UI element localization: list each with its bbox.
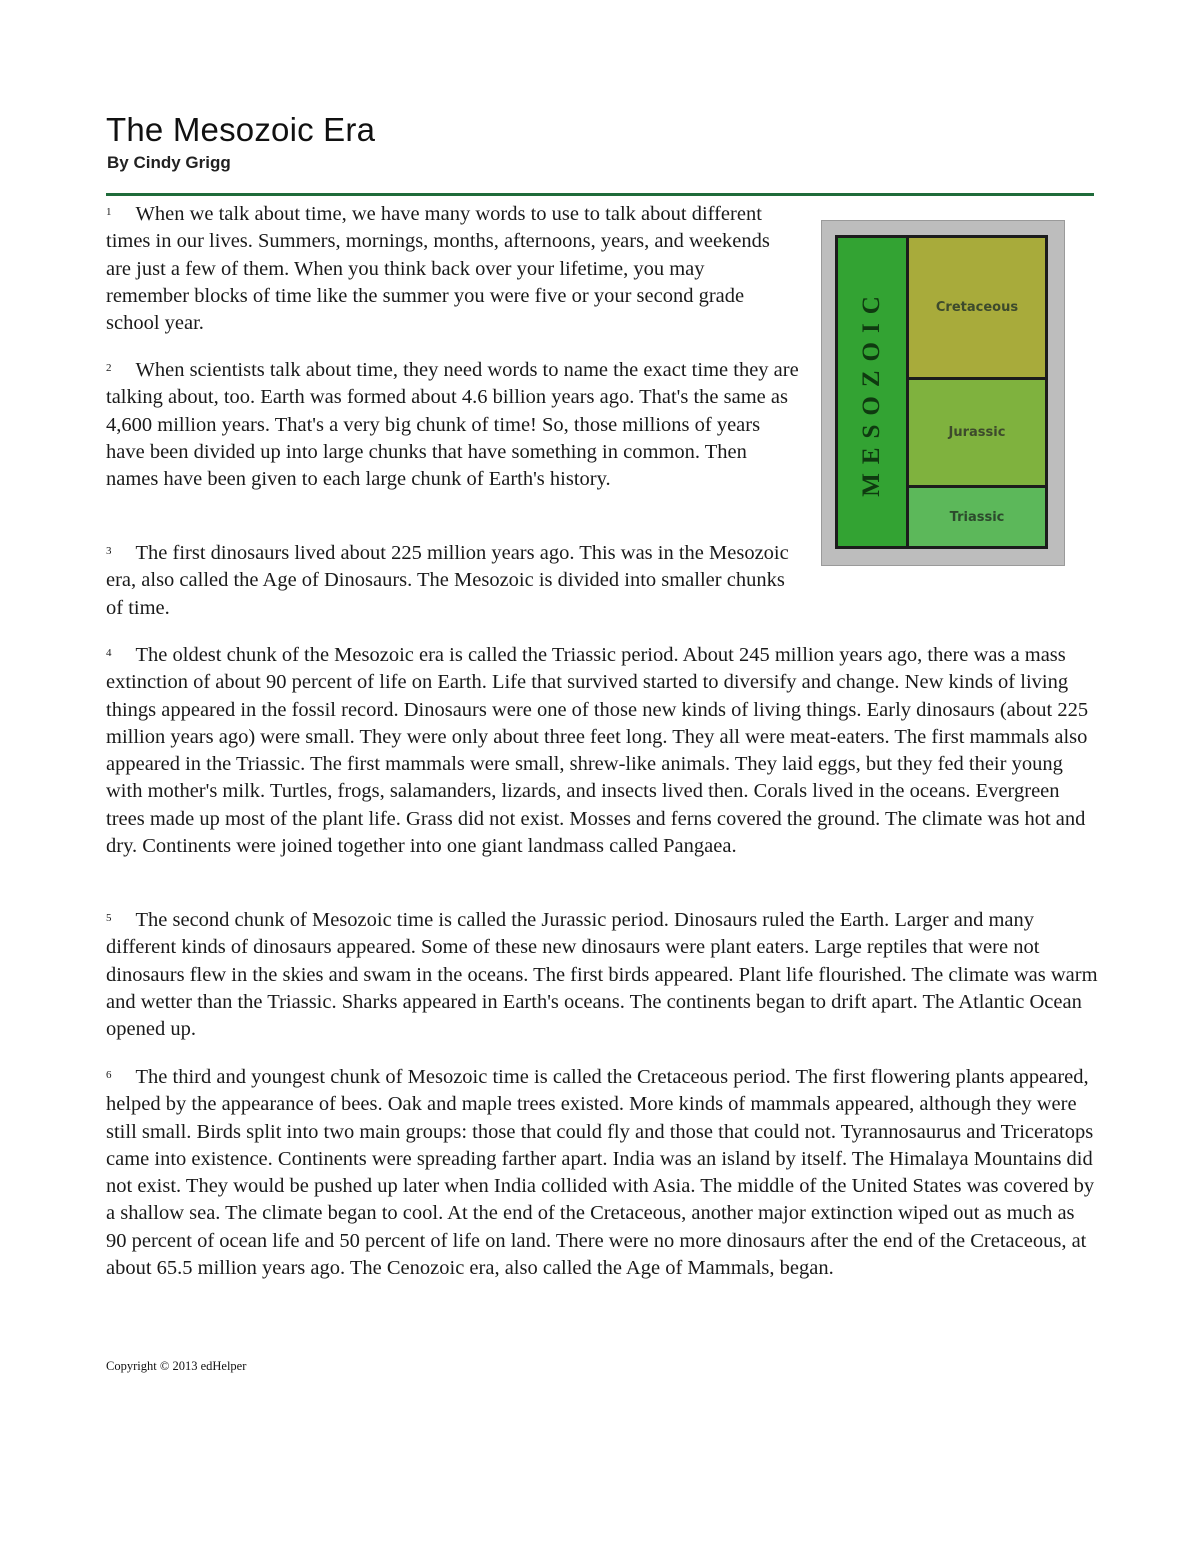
period-cretaceous: [909, 238, 1045, 380]
paragraph-text: When scientists talk about time, they need words to name the exact time they are talking about, too. Earth was formed about 4.6 billion years ago. That's the same as 4,600 million years. That's a very big chunk of time! So, those millions of years have been divided up into large chunks that have something in common. Then names have been given to each large chunk of Earth's history.: [106, 359, 799, 491]
paragraph-text: The third and youngest chunk of Mesozoic time is called the Cretaceous period. The first flowering plants appeared, helped by the appearance of bees. Oak and maple trees existed. More kinds of mammals appeared, although they were still small. Birds split into two main groups: those that could fly and those that could not. Tyrannosaurus and Triceratops came into existence. Continents were spreading farther apart. India was an island by itself. The Himalaya Mountains did not exist. They would be pushed up later when India collided with Asia. The middle of the United States was covered by a shallow sea. The climate began to cool. At the end of the Cretaceous, another major extinction wiped out as much as 90 percent of ocean life and 50 percent of life on land. There were no more dinosaurs after the end of the Cretaceous, at about 65.5 million years ago. The Cenozoic era, also called the Age of Mammals, began.: [106, 1066, 1095, 1280]
diagram-frame: [835, 235, 1048, 549]
period-label-triassic: Triassic: [949, 509, 1005, 525]
period-triassic: [909, 488, 1045, 546]
period-jurassic: [909, 380, 1045, 488]
paragraph-1: [106, 201, 786, 337]
mesozoic-diagram: [821, 220, 1065, 566]
paragraph-text: When we talk about time, we have many words to use to talk about different times in our lives. Summers, mornings, months, afternoons, years, and weekends are just a few of them. When you think back over your lifetime, you may remember blocks of time like the summer you were five or your second grade school year.: [106, 203, 770, 335]
paragraph-text: The second chunk of Mesozoic time is called the Jurassic period. Dinosaurs ruled the Earth. Larger and many different kinds of dinosaurs appeared. Some of these new dinosaurs were plant eaters. Large reptiles that were not dinosaurs flew in the skies and swam in the oceans. The first birds appeared. Plant life flourished. The climate was warm and wetter than the Triassic. Sharks appeared in Earth's oceans. The continents began to drift apart. The Atlantic Ocean opened up.: [106, 909, 1098, 1041]
paragraph-3: [106, 540, 802, 622]
paragraph-2: [106, 357, 802, 493]
paragraph-5: [106, 907, 1098, 1043]
paragraph-number: 6: [106, 1069, 112, 1081]
paragraph-number: 4: [106, 647, 112, 659]
paragraph-number: 1: [106, 206, 112, 218]
paragraph-6: [106, 1064, 1100, 1282]
era-label: MESOZOIC: [858, 287, 885, 497]
paragraph-number: 5: [106, 912, 112, 924]
era-column: [838, 238, 909, 546]
paragraph-number: 2: [106, 362, 112, 374]
paragraph-number: 3: [106, 545, 112, 557]
author-byline: By Cindy Grigg: [107, 153, 231, 172]
copyright-notice: Copyright © 2013 edHelper: [106, 1359, 247, 1373]
page-title: The Mesozoic Era: [106, 111, 376, 148]
header-divider: [106, 193, 1094, 196]
paragraph-text: The first dinosaurs lived about 225 million years ago. This was in the Mesozoic era, also called the Age of Dinosaurs. The Mesozoic is divided into smaller chunks of time.: [106, 542, 789, 619]
paragraph-text: The oldest chunk of the Mesozoic era is called the Triassic period. About 245 million years ago, there was a mass extinction of about 90 percent of life on Earth. Life that survived started to diversify and change. New kinds of living things appeared in the fossil record. Dinosaurs were one of those new kinds of living things. Early dinosaurs (about 225 million years ago) were small. They were only about three feet long. They all were meat-eaters. The first mammals also appeared in the Triassic. The first mammals were small, shrew-like animals. They laid eggs, but they fed their young with mother's milk. Turtles, frogs, salamanders, lizards, and insects lived then. Corals lived in the oceans. Evergreen trees made up most of the plant life. Grass did not exist. Mosses and ferns covered the ground. The climate was hot and dry. Continents were joined together into one giant landmass called Pangaea.: [106, 644, 1089, 858]
period-label-cretaceous: Cretaceous: [935, 300, 1019, 315]
period-label-jurassic: Jurassic: [948, 425, 1006, 440]
paragraph-4: [106, 642, 1098, 860]
